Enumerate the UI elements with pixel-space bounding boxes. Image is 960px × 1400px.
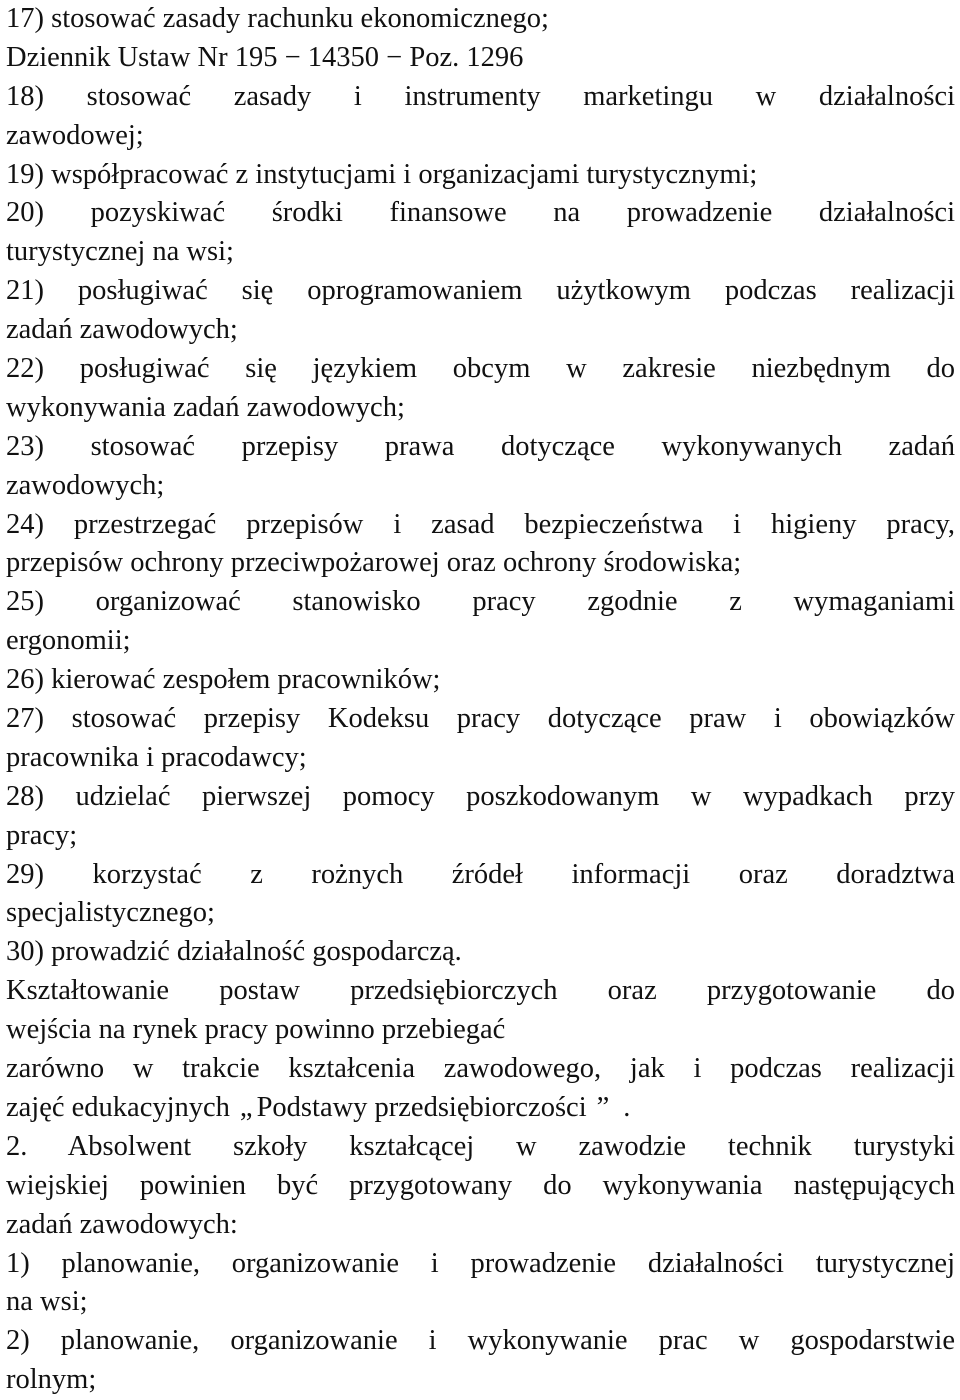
text-line: 24) przestrzegać przepisów i zasad bezpieczeństwa i higieny pracy, bbox=[6, 508, 955, 540]
text-line: 17) stosować zasady rachunku ekonomicznego; bbox=[6, 3, 549, 34]
text-line: rolnym; bbox=[6, 1364, 97, 1396]
text-line: 19) współpracować z instytucjami i organizacjami turystycznymi; bbox=[6, 158, 758, 190]
text-line: na wsi; bbox=[6, 1286, 88, 1318]
sentence-period: . bbox=[623, 1091, 631, 1123]
text-line: zawodowej; bbox=[6, 119, 144, 151]
text-line: 29) korzystać z rożnych źródeł informacji oraz doradztwa bbox=[6, 858, 955, 890]
text-line: przepisów ochrony przeciwpożarowej oraz ochrony środowiska; bbox=[6, 547, 742, 579]
closing-quote-mark: ” bbox=[596, 1091, 610, 1123]
text-line: pracownika i pracodawcy; bbox=[6, 741, 307, 773]
text-line: 23) stosować przepisy prawa dotyczące wykonywanych zadań bbox=[6, 430, 955, 462]
text-line: zarówno w trakcie kształcenia zawodowego, jak i podczas realizacji bbox=[6, 1053, 955, 1085]
text-line: zadań zawodowych; bbox=[6, 314, 238, 346]
text-line: specjalistycznego; bbox=[6, 897, 215, 929]
text-line: 2) planowanie, organizowanie i wykonywanie prac w gospodarstwie bbox=[6, 1325, 955, 1357]
quote-line bbox=[6, 1089, 955, 1128]
text-segment: zajęć edukacyjnych bbox=[6, 1091, 230, 1123]
text-line: wejścia na rynek pracy powinno przebiegać bbox=[6, 1014, 506, 1046]
text-line: 20) pozyskiwać środki finansowe na prowadzenie działalności bbox=[6, 197, 955, 229]
text-line: pracy; bbox=[6, 819, 78, 851]
text-line: 22) posługiwać się językiem obcym w zakresie niezbędnym do bbox=[6, 353, 955, 385]
text-line: zadań zawodowych: bbox=[6, 1208, 238, 1240]
text-line: turystycznej na wsi; bbox=[6, 236, 234, 268]
gazette-header-line: Dziennik Ustaw Nr 195 − 14350 − Poz. 1296 bbox=[6, 41, 524, 73]
text-line: wiejskiej powinien być przygotowany do wykonywania następujących bbox=[6, 1169, 955, 1201]
quoted-title: Podstawy przedsiębiorczości bbox=[256, 1091, 587, 1123]
opening-quote-mark: „ bbox=[239, 1091, 253, 1123]
text-line: Kształtowanie postaw przedsiębiorczych oraz przygotowanie do bbox=[6, 975, 955, 1007]
text-line: 2. Absolwent szkoły kształcącej w zawodzie technik turystyki bbox=[6, 1130, 955, 1162]
text-line: 21) posługiwać się oprogramowaniem użytkowym podczas realizacji bbox=[6, 275, 955, 307]
text-line: 27) stosować przepisy Kodeksu pracy dotyczące praw i obowiązków bbox=[6, 703, 955, 735]
text-line: 28) udzielać pierwszej pomocy poszkodowanym w wypadkach przy bbox=[6, 780, 955, 812]
text-line: 1) planowanie, organizowanie i prowadzenie działalności turystycznej bbox=[6, 1247, 955, 1279]
text-line: 26) kierować zespołem pracowników; bbox=[6, 664, 441, 696]
text-line: zawodowych; bbox=[6, 469, 165, 501]
text-line: ergonomii; bbox=[6, 625, 131, 657]
text-line: 25) organizować stanowisko pracy zgodnie z wymaganiami bbox=[6, 586, 955, 618]
text-line: 30) prowadzić działalność gospodarczą. bbox=[6, 936, 462, 968]
text-line: wykonywania zadań zawodowych; bbox=[6, 391, 405, 423]
text-line: 18) stosować zasady i instrumenty marketingu w działalności bbox=[6, 80, 955, 112]
